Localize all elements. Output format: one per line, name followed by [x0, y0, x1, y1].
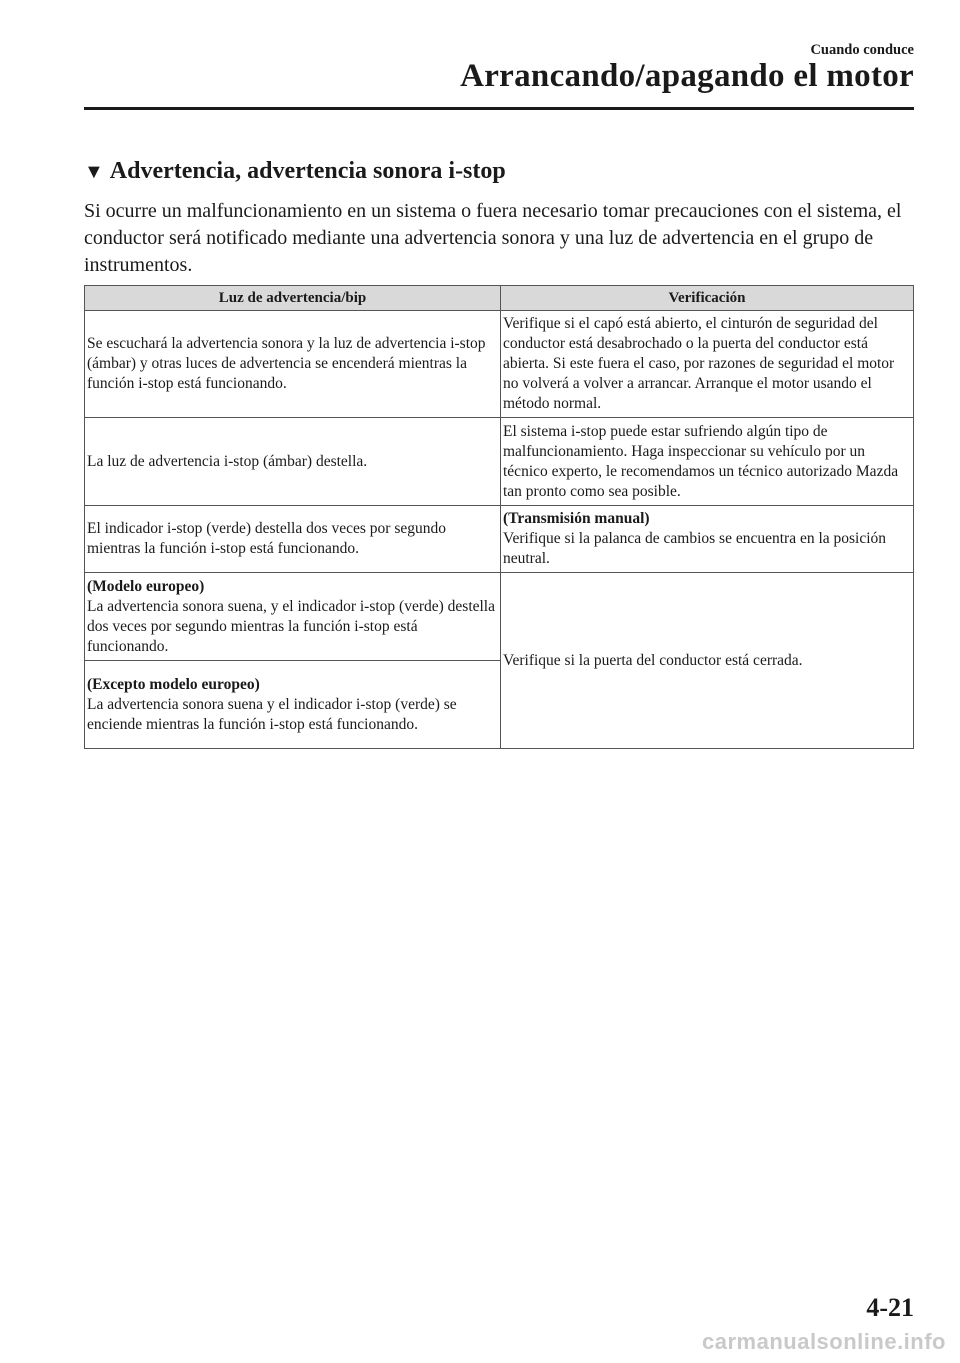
watermark: carmanualsonline.info — [702, 1329, 946, 1354]
table-cell-warning — [85, 573, 501, 661]
table-cell-check: Verifique si la puerta del conductor está cerrada. — [501, 573, 914, 749]
table-cell-warning: Se escuchará la advertencia sonora y la luz de advertencia i-stop (ámbar) y otras luces de advertencia se encenderá mientras la función i-stop está funcionando. — [85, 311, 501, 418]
section-label: Cuando conduce — [810, 42, 914, 58]
cell-subtitle: (Transmisión manual) — [503, 510, 650, 527]
table-row — [85, 506, 914, 573]
section-heading-text: Advertencia, advertencia sonora i-stop — [109, 158, 506, 184]
column-header-warning: Luz de advertencia/bip — [85, 286, 501, 311]
table-row — [85, 311, 914, 418]
table-cell-warning: El indicador i-stop (verde) destella dos veces por segundo mientras la función i-stop está funcionando. — [85, 506, 501, 573]
warning-table — [84, 285, 914, 749]
cell-text: La advertencia sonora suena y el indicador i-stop (verde) se enciende mientras la función i-stop está funcionando. — [87, 695, 457, 733]
table-row — [85, 418, 914, 506]
cell-text: Verifique si la palanca de cambios se encuentra en la posición neutral. — [503, 530, 887, 567]
table-header-row — [85, 286, 914, 311]
chapter-title: Arrancando/apagando el motor — [460, 58, 914, 94]
column-header-check: Verificación — [501, 286, 914, 311]
table-cell-warning — [85, 661, 501, 749]
table-cell-warning: La luz de advertencia i-stop (ámbar) destella. — [85, 418, 501, 506]
section-heading — [84, 158, 506, 185]
header-rule — [84, 107, 914, 110]
triangle-down-icon: ▼ — [84, 160, 104, 183]
page-number: 4-21 — [866, 1293, 914, 1322]
table-cell-check — [501, 506, 914, 573]
cell-text: La advertencia sonora suena, y el indicador i-stop (verde) destella dos veces por segundo mientras la función i-stop está funcionando. — [87, 597, 495, 655]
cell-subtitle: (Modelo europeo) — [87, 577, 205, 595]
table-cell-check: Verifique si el capó está abierto, el cinturón de seguridad del conductor está desabrochado o la puerta del conductor está abierta. Si este fuera el caso, por razones de seguridad el motor no volverá a volver a arrancar. Arranque el motor usando el método normal. — [501, 311, 914, 418]
table-row — [85, 573, 914, 661]
intro-paragraph: Si ocurre un malfuncionamiento en un sistema o fuera necesario tomar precauciones con el sistema, el conductor será notificado mediante una advertencia sonora y una luz de advertencia en el grupo de instrumentos. — [84, 200, 902, 276]
cell-subtitle: (Excepto modelo europeo) — [87, 675, 260, 693]
table-cell-check: El sistema i-stop puede estar sufriendo algún tipo de malfuncionamiento. Haga inspeccionar su vehículo por un técnico experto, le recomendamos un técnico autorizado Mazda tan pronto como sea posible. — [501, 418, 914, 506]
